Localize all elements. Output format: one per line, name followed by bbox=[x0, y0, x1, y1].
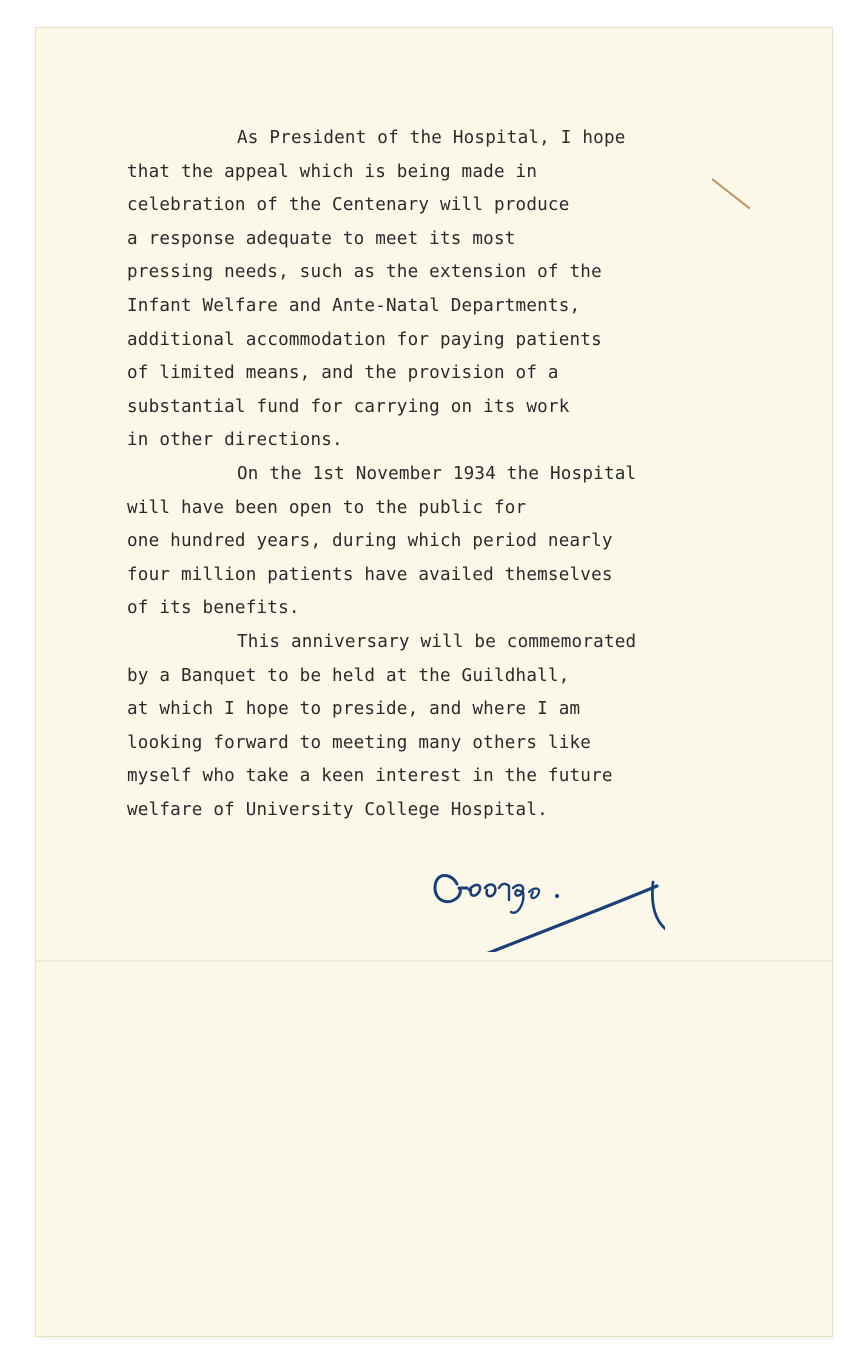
letter-line: As President of the Hospital, I hope bbox=[237, 128, 626, 148]
letter-line: a response adequate to meet its most bbox=[127, 228, 516, 249]
letter-line: that the appeal which is being made in bbox=[127, 161, 538, 182]
letter-line: by a Banquet to be held at the Guildhall, bbox=[127, 665, 570, 686]
letter-line: pressing needs, such as the extension of the bbox=[127, 262, 602, 283]
letter-line: welfare of University College Hospital. bbox=[127, 799, 548, 820]
letter-line: celebration of the Centenary will produce bbox=[127, 195, 570, 216]
letter-line: of its benefits. bbox=[127, 598, 300, 619]
letter-line: On the 1st November 1934 the Hospital bbox=[237, 463, 637, 484]
letter-line: will have been open to the public for bbox=[127, 497, 527, 518]
letter-line: additional accommodation for paying patients bbox=[127, 329, 602, 350]
letter-line: substantial fund for carrying on its work bbox=[127, 396, 570, 417]
letter-line: four million patients have availed themselves bbox=[127, 564, 613, 585]
letter-line: at which I hope to preside, and where I am bbox=[127, 699, 581, 720]
letter-line: in other directions. bbox=[127, 430, 343, 451]
letter-line: myself who take a keen interest in the future bbox=[127, 766, 613, 787]
letter-line: looking forward to meeting many others like bbox=[127, 732, 592, 753]
letter-body bbox=[127, 122, 767, 827]
letter-line: of limited means, and the provision of a bbox=[127, 363, 559, 384]
paper-fold-line bbox=[36, 960, 832, 963]
letter-line: This anniversary will be commemorated bbox=[237, 631, 637, 652]
letter-line: Infant Welfare and Ante-Natal Departments, bbox=[127, 295, 581, 316]
handwritten-signature bbox=[405, 842, 665, 952]
letter-line: one hundred years, during which period nearly bbox=[127, 531, 613, 552]
